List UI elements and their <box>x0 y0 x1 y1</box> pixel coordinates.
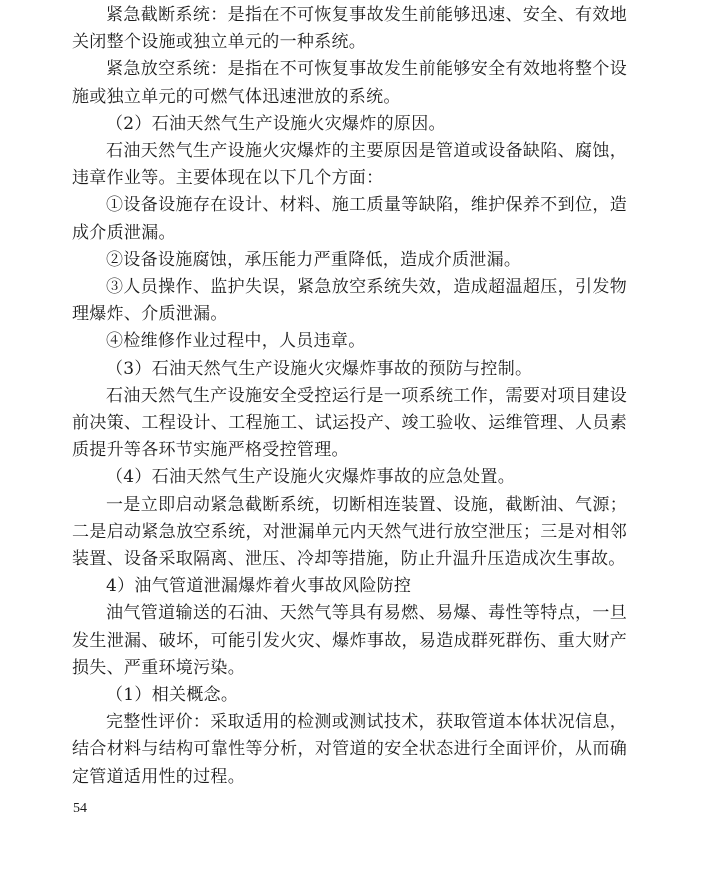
paragraph-integrity-assessment: 完整性评价：采取适用的检测或测试技术，获取管道本体状况信息，结合材料与结构可靠性等分析，对管道的安全状态进行全面评价，从而确定管道适用性的过程。 <box>72 712 627 787</box>
paragraph-main-causes: 石油天然气生产设施火灾爆炸的主要原因是管道或设备缺陷、腐蚀，违章作业等。主要体现在以下几个方面： <box>72 141 627 189</box>
page-body <box>72 2 627 791</box>
list-item-cause-2: ②设备设施腐蚀，承压能力严重降低，造成介质泄漏。 <box>106 249 522 270</box>
list-item-cause-1: ①设备设施存在设计、材料、施工质量等缺陷，维护保养不到位，造成介质泄漏。 <box>72 195 627 243</box>
paragraph-emergency-measures: 一是立即启动紧急截断系统，切断相连装置、设施，截断油、气源；二是启动紧急放空系统，对泄漏单元内天然气进行放空泄压；三是对相邻装置、设备采取隔离、泄压、冷却等措施，防止升温升压造成次生事故。 <box>72 494 627 570</box>
paragraph-emergency-vent-system: 紧急放空系统：是指在不可恢复事故发生前能够安全有效地将整个设施或独立单元的可燃气体迅速泄放的系统。 <box>72 59 627 107</box>
heading-related-concepts: （1）相关概念。 <box>106 685 239 706</box>
list-item-cause-4: ④检维修作业过程中，人员违章。 <box>106 331 366 352</box>
list-item-cause-3: ③人员操作、监护失误，紧急放空系统失效，造成超温超压，引发物理爆炸、介质泄漏。 <box>72 277 627 325</box>
paragraph-pipeline-hazards: 油气管道输送的石油、天然气等具有易燃、易爆、毒性等特点，一旦发生泄漏、破坏，可能引发火灾、爆炸事故，易造成群死群伤、重大财产损失、严重环境污染。 <box>72 603 627 678</box>
heading-fire-explosion-causes: （2）石油天然气生产设施火灾爆炸的原因。 <box>106 113 446 134</box>
heading-pipeline-risk-control: 4）油气管道泄漏爆炸着火事故风险防控 <box>106 576 412 597</box>
heading-emergency-response: （4）石油天然气生产设施火灾爆炸事故的应急处置。 <box>106 467 516 488</box>
heading-prevention-control: （3）石油天然气生产设施火灾爆炸事故的预防与控制。 <box>106 358 533 379</box>
page-number: 54 <box>73 801 87 816</box>
paragraph-controlled-operation: 石油天然气生产设施安全受控运行是一项系统工作，需要对项目建设前决策、工程设计、工程施工、试运投产、竣工验收、运维管理、人员素质提升等各环节实施严格受控管理。 <box>72 385 627 461</box>
paragraph-emergency-shutdown-system: 紧急截断系统：是指在不可恢复事故发生前能够迅速、安全、有效地关闭整个设施或独立单元的一种系统。 <box>72 5 627 53</box>
